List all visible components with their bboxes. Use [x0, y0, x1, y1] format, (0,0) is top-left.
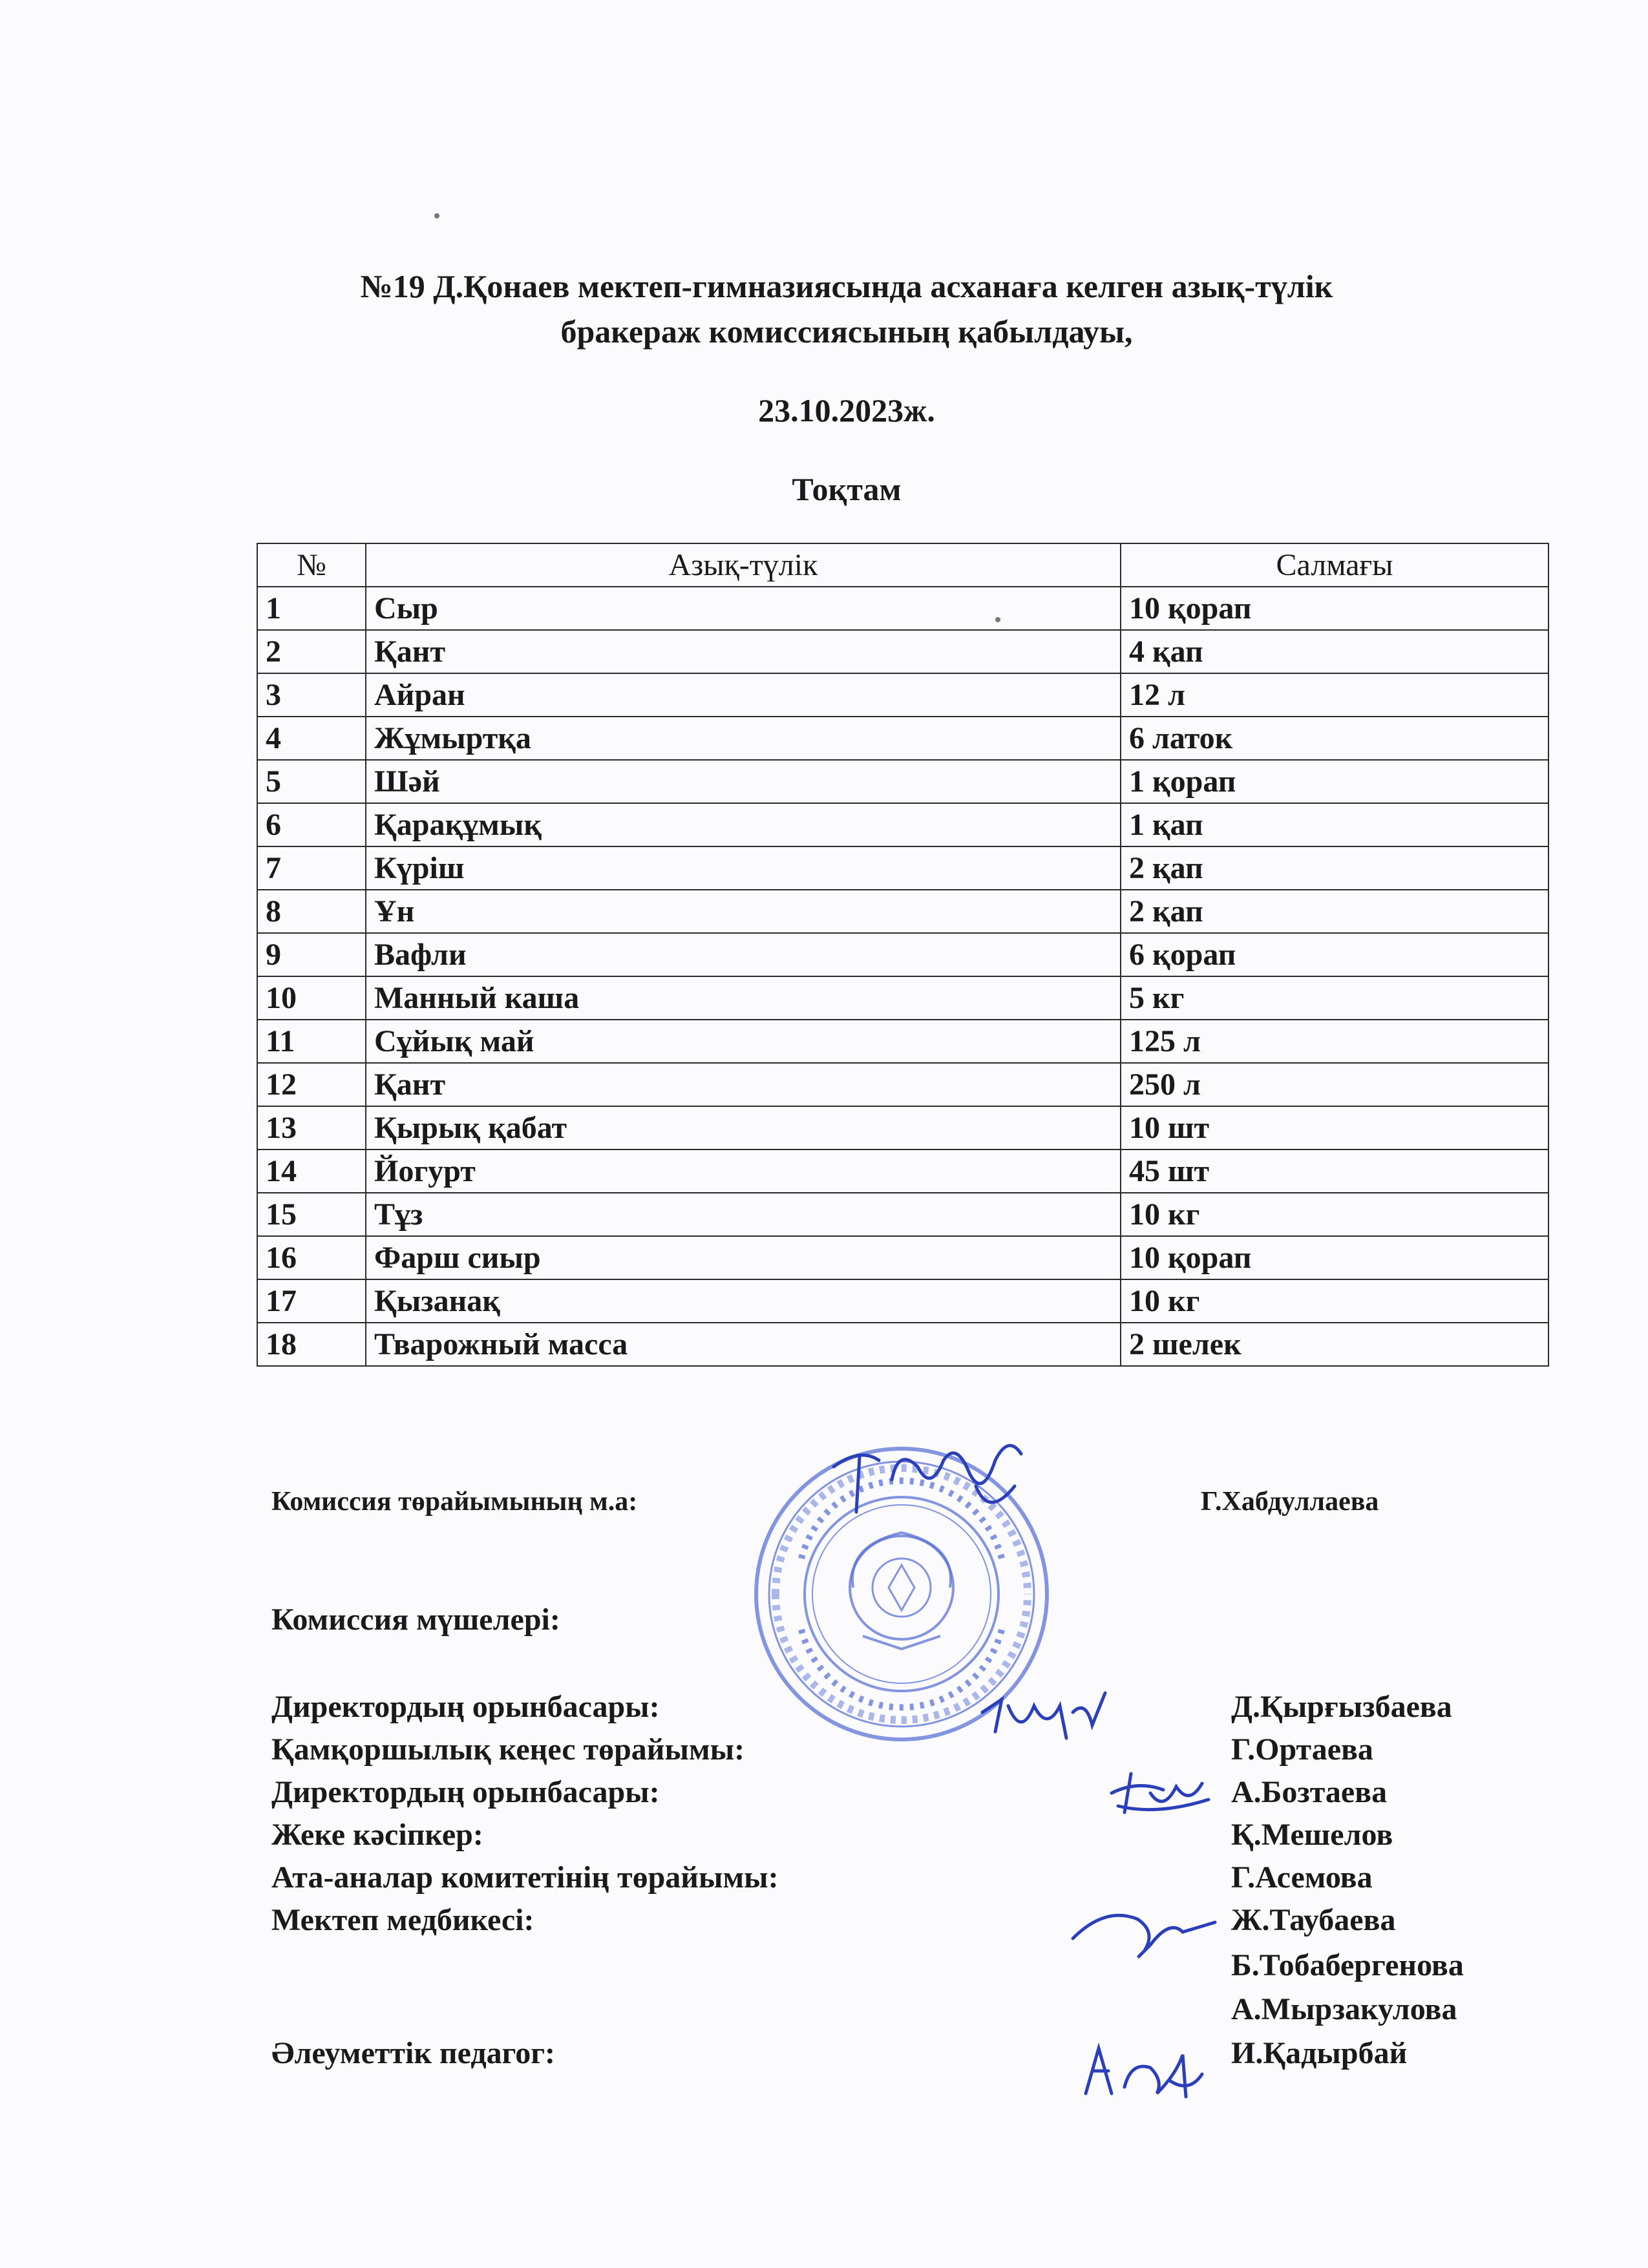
chair-role: Комиссия төрайымының м.а: [271, 1487, 638, 1517]
table-row [257, 630, 1548, 673]
row-number: 17 [257, 1279, 366, 1323]
row-quantity: 10 қорап [1121, 1236, 1548, 1279]
row-number: 4 [257, 717, 366, 760]
row-number: 16 [257, 1236, 366, 1279]
signature-taubaeva [1066, 1893, 1221, 1971]
row-product: Йогурт [366, 1150, 1121, 1193]
table-row [257, 1279, 1548, 1323]
row-product: Қант [366, 630, 1121, 673]
document-title-line2: бракераж комиссиясының қабылдауы, [560, 313, 1133, 350]
row-number: 15 [257, 1193, 366, 1236]
member-name: Г.Ортаева [1231, 1732, 1373, 1767]
document-type: Тоқтам [792, 471, 902, 507]
row-product: Шәй [366, 760, 1121, 803]
row-number: 6 [257, 803, 366, 846]
row-number: 18 [257, 1323, 366, 1366]
signature-kadyrbai [1073, 2035, 1209, 2106]
member-role: Әлеуметтік педагог: [271, 2036, 556, 2070]
row-quantity: 125 л [1121, 1020, 1548, 1063]
row-quantity: 5 кг [1121, 976, 1548, 1020]
col-header-quantity: Салмағы [1121, 543, 1548, 587]
table-row [257, 587, 1548, 630]
row-product: Қарақұмық [366, 803, 1121, 846]
row-quantity: 10 қорап [1121, 587, 1548, 630]
row-number: 13 [257, 1106, 366, 1150]
row-product: Күріш [366, 846, 1121, 890]
row-product: Қырық қабат [366, 1106, 1121, 1150]
table-row [257, 1106, 1548, 1150]
member-name: И.Қадырбай [1231, 2036, 1408, 2070]
row-number: 1 [257, 587, 366, 630]
row-quantity: 10 кг [1121, 1193, 1548, 1236]
table-row [257, 976, 1548, 1020]
table-header-row [257, 543, 1548, 587]
member-role: Мектеп медбикесі: [271, 1903, 534, 1937]
table-row [257, 846, 1548, 890]
row-product: Сыр [366, 587, 1121, 630]
row-number: 10 [257, 976, 366, 1020]
table-row [257, 1150, 1548, 1193]
row-number: 7 [257, 846, 366, 890]
col-header-number: № [257, 543, 366, 587]
chair-signature [821, 1422, 1034, 1525]
table-row [257, 673, 1548, 717]
row-number: 8 [257, 890, 366, 933]
row-quantity: 6 латок [1121, 717, 1548, 760]
speck [434, 213, 439, 218]
table-row [257, 890, 1548, 933]
row-number: 14 [257, 1150, 366, 1193]
members-heading: Комиссия мүшелері: [271, 1602, 560, 1637]
document-title-line1: №19 Д.Қонаев мектеп-гимназиясында асханаға келген азық-түлік [360, 268, 1333, 304]
row-product: Ұн [366, 890, 1121, 933]
row-product: Вафли [366, 933, 1121, 976]
member-name: Қ.Мешелов [1231, 1818, 1393, 1852]
col-header-product: Азық-түлік [366, 543, 1121, 587]
row-product: Тварожный масса [366, 1323, 1121, 1366]
row-number: 9 [257, 933, 366, 976]
row-quantity: 1 қорап [1121, 760, 1548, 803]
member-name: А.Бозтаева [1231, 1775, 1388, 1809]
document-date: 23.10.2023ж. [758, 392, 935, 428]
row-number: 2 [257, 630, 366, 673]
table-row [257, 803, 1548, 846]
row-product: Жұмыртқа [366, 717, 1121, 760]
chair-name: Г.Хабдуллаева [1201, 1487, 1379, 1517]
signature-boztaeva [1105, 1754, 1215, 1825]
row-quantity: 2 қап [1121, 890, 1548, 933]
row-quantity: 2 шелек [1121, 1323, 1548, 1366]
row-product: Қант [366, 1063, 1121, 1106]
row-quantity: 250 л [1121, 1063, 1548, 1106]
table-row [257, 1193, 1548, 1236]
row-product: Манный каша [366, 976, 1121, 1020]
table-row [257, 933, 1548, 976]
member-name: А.Мырзакулова [1231, 1992, 1457, 2026]
row-number: 5 [257, 760, 366, 803]
row-product: Қызанақ [366, 1279, 1121, 1323]
row-quantity: 45 шт [1121, 1150, 1548, 1193]
table-row [257, 760, 1548, 803]
member-name: Г.Асемова [1231, 1860, 1373, 1895]
row-quantity: 10 шт [1121, 1106, 1548, 1150]
signature-kyrgyzbaeva [976, 1680, 1112, 1751]
table-row [257, 1323, 1548, 1366]
row-quantity: 4 қап [1121, 630, 1548, 673]
member-role: Жеке кәсіпкер: [271, 1818, 483, 1852]
member-role: Директордың орынбасары: [271, 1775, 660, 1809]
row-quantity: 10 кг [1121, 1279, 1548, 1323]
row-quantity: 12 л [1121, 673, 1548, 717]
products-table [257, 543, 1549, 1367]
row-quantity: 2 қап [1121, 846, 1548, 890]
member-role: Қамқоршылық кеңес төрайымы: [271, 1732, 745, 1767]
row-number: 12 [257, 1063, 366, 1106]
row-number: 11 [257, 1020, 366, 1063]
row-product: Тұз [366, 1193, 1121, 1236]
row-quantity: 6 қорап [1121, 933, 1548, 976]
table-row [257, 717, 1548, 760]
member-role: Директордың орынбасары: [271, 1690, 660, 1724]
member-name: Ж.Таубаева [1231, 1903, 1396, 1937]
member-name: Б.Тобабергенова [1231, 1948, 1464, 1982]
row-product: Айран [366, 673, 1121, 717]
row-product: Сұйық май [366, 1020, 1121, 1063]
member-role: Ата-аналар комитетінің төрайымы: [271, 1860, 779, 1895]
row-quantity: 1 қап [1121, 803, 1548, 846]
table-row [257, 1020, 1548, 1063]
member-name: Д.Қырғызбаева [1231, 1690, 1452, 1724]
row-number: 3 [257, 673, 366, 717]
table-row [257, 1236, 1548, 1279]
table-row [257, 1063, 1548, 1106]
row-product: Фарш сиыр [366, 1236, 1121, 1279]
